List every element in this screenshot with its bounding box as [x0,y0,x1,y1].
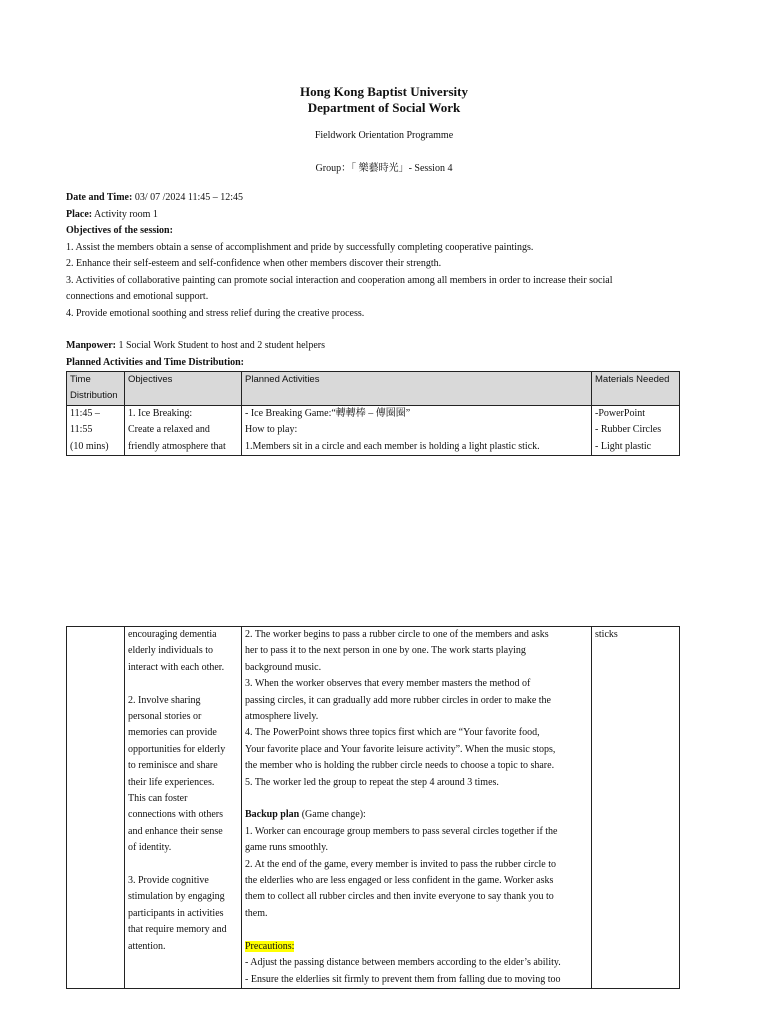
planned-activities-heading: Planned Activities and Time Distribution: [66,356,244,368]
materials-cell: -PowerPoint - Rubber Circles - Light plastic [592,405,680,455]
table-row [67,627,680,989]
table-row [67,405,680,455]
department-title: Department of Social Work [307,100,461,115]
header-materials: Materials Needed [592,372,680,406]
group-title: Group：「 樂藝時光」- Session 4 [315,163,453,174]
session-details [66,190,706,371]
objective-item: 4. Provide emotional soothing and stress relief during the creative process. [66,307,365,319]
university-title: Hong Kong Baptist University [300,84,468,99]
activity-table-part2 [66,626,680,989]
precautions-heading: Precautions: [245,940,295,952]
objective-item: connections and emotional support. [66,291,209,302]
header-objectives: Objectives [125,372,242,406]
manpower-line: Manpower: 1 Social Work Student to host and 2 student helpers [66,340,325,351]
activities-cell: - Ice Breaking Game:“轉轉棒 – 傳圈圈” How to play: 1.Members sit in a circle and each member is holding a light plastic stick. [242,405,592,455]
activity-table-part1 [66,371,680,456]
header-activities: Planned Activities [242,372,592,406]
activities-cell: 2. The worker begins to pass a rubber circle to one of the members and asks her to pass it to the next person in one by one. The work starts playing background music. 3. When the worker observes that every member masters the method of passing circles, it can gradually add more rubber circles in order to make the atmosphere lively. 4. The PowerPoint shows three topics first which are “Your favorite food, Your favorite place and Your favorite leisure activity”. When the music stops, the member who is holding the rubber circle needs to choose a topic to share. 5. The worker led the group to repeat the step 4 around 3 times. Backup plan (Game change): 1. Worker can encourage group members to pass several circles together if the game runs smoothly. 2. At the end of the game, every member is invited to pass the rubber circle to the elderlies who are less engaged or less confident in the game. Worker asks them to collect all rubber circles and then invite everyone to say thank you to them. Precautions: - Adjust the passing distance between members according to the elder’s ability. - Ensure the elderlies sit firmly to prevent them from falling due to moving too [242,627,592,989]
time-cell: 11:45 – 11:55 (10 mins) [67,405,125,455]
programme-title: Fieldwork Orientation Programme [314,130,454,141]
time-cell [67,627,125,989]
place-line: Place: Activity room 1 [66,208,158,220]
objective-item: 1. Assist the members obtain a sense of accomplishment and pride by successfully completing cooperative paintings. [66,241,534,253]
date-time-line: Date and Time: 03/ 07 /2024 11:45 – 12:45 [66,192,244,203]
materials-cell: sticks [592,627,680,989]
objective-item: 3. Activities of collaborative painting can promote social interaction and cooperation among all members in order to increase their social [66,274,613,286]
objectives-cell: encouraging dementia elderly individuals to interact with each other. 2. Involve sharing personal stories or memories can provide opportunities for elderly to reminisce and share their life experiences. This can foster connections with others and enhance their sense of identity. 3. Provide cognitive stimulation by engaging participants in activities that require memory and attention. [125,627,242,989]
objectives-heading: Objectives of the session: [66,225,173,236]
table-header-row [67,372,680,406]
header-time: Time Distribution [67,372,125,406]
objective-item: 2. Enhance their self-esteem and self-confidence when other members discover their strength. [66,258,442,269]
backup-plan-heading: Backup plan (Game change): [245,809,366,821]
objectives-cell: 1. Ice Breaking: Create a relaxed and friendly atmosphere that [125,405,242,455]
